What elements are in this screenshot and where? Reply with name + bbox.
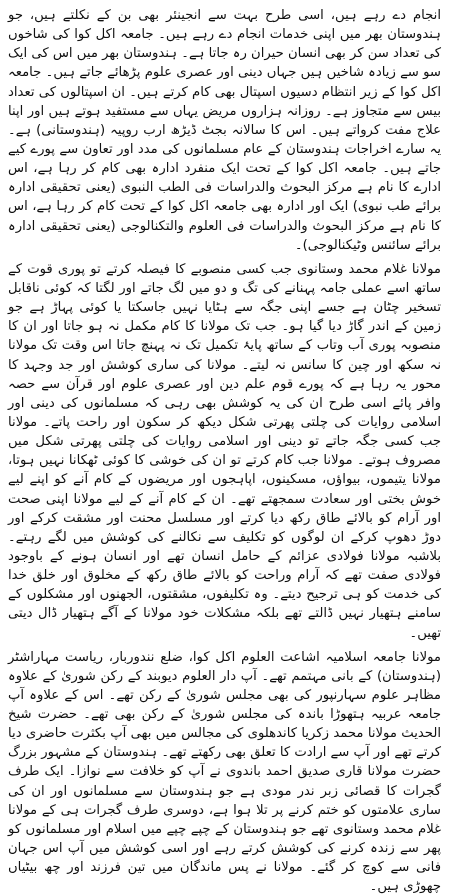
paragraph-maulana-character: مولانا غلام محمد وستانوی جب کسی منصوبے کا فیصلہ کرتے تو پوری قوت کے ساتھ اسے عملی جامہ پہنانے کی تگ و دو میں لگ جاتے اور لگتا کہ کوئی ناقابل تسخیر چٹان ہے جسے اپنی جگہ سے ہٹایا نہیں جاسکتا یا کوئی پہاڑ ہے جو زمین کے اندر گاڑ دیا گیا ہو۔ جب تک مولانا کا کام مکمل نہ ہو جاتا اور ان کا منصوبہ پوری آب وتاب کے ساتھ پایۂ تکمیل تک نہ پہنچ جاتا اس وقت تک مولانا نہ سکھ اور چین کا سانس نہ لیتے۔ مولانا کی ساری کوشش اور جد وجہد کا محور یہ رہا ہے کہ پورے قوم علم دین اور عصری علوم اور قرآن سے حصہ وافر پائے اسی طرح ان کی یہ کوشش بھی رہی کہ مسلمانوں کی دینی اور اسلامی روایات کی چلتی پھرتی شکل دیکھ کر سکون اور راحت پاتے۔ مولانا جب کسی جگہ جاتے تو دینی اور اسلامی روایات کی چلتی پھرتی شکل میں مصروف ہوتے۔ مولانا جب کام کرتے تو ان کی خوشی کا کوئی ٹھکانا نہیں ہوتا، مولانا یتیموں، بیواؤں، مسکینوں، اپاہجوں اور مریضوں کے کام آنے کو اپنے لیے خوش بختی اور سعادت سمجھتے تھے۔ ان کے کام آنے کے لیے مولانا اپنی صحت اور آرام کو بالائے طاق رکھ دیا کرتے اور مسلسل محنت اور مشقت کرکے اور دوڑ دھوپ کرکے ان لوگوں کو تکلیف سے نکالنے کی کوشش میں لگے رہتے۔ بلاشبہ مولانا فولادی عزائم کے حامل انسان تھے اور انسان ہونے کے باوجود فولادی صفت تھے کہ آرام وراحت کو بالائے طاق رکھ کے مخلوق اور خلق خدا کی خدمت کو ہی ترجیح دیتے۔ وہ تکلیفوں، مشقتوں، الجھنوں اور مشکلوں کے سامنے ہتھیار نہیں ڈالتے تھے بلکہ مشکلات خود مولانا کے آگے ہتھیار ڈال دیتی تھیں۔ bbox=[8, 261, 441, 641]
paragraph-maulana-biography: مولانا جامعہ اسلامیہ اشاعت العلوم اکل کوا، ضلع نندوربار، ریاست مہاراشٹر (ہندوستان) کے بانی مہتمم تھے۔ آپ دار العلوم دیوبند کے رکن شوریٰ کے علاوہ مظاہر علوم سہارنپور کی بھی مجلس شوریٰ کے رکن تھے۔ اس کے علاوہ آپ جامعہ عربیہ ہتھوڑا باندہ کی مجلس شوریٰ کے رکن بھی تھے۔ حضرت شیخ الحدیث مولانا محمد زکریا کاندھلوی کی مجالس میں بھی آپ بکثرت حاضری دیا کرتے تھے اور آپ سے ارادت کا تعلق بھی رکھتے تھے۔ ہندوستان کے مشہور بزرگ حضرت مولانا قاری صدیق احمد باندوی نے آپ کو خلافت سے نوازا۔ ایک طرف گجرات کا قصائی زبر ندر مودی ہے جو ہندوستان سے مسلمانوں اور ان کی ساری علامتوں کو ختم کرنے پر تلا ہوا ہے، دوسری طرف گجرات ہی کے مولانا غلام محمد وستانوی تھے جو ہندوستان کے چپے چپے میں اسلام اور مسلمانوں کو پھر سے زندہ کرنے کی کوشش کرتے رہے اور اسی کوشش میں آپ اس جہان فانی سے کوچ کر گئے۔ مولانا نے پس ماندگان میں تین فرزند اور چھ بیٹیاں چھوڑی ہیں۔ bbox=[7, 649, 441, 895]
paragraph-jamia-branches: انجام دے رہے ہیں، اسی طرح بہت سے انجینئر بھی بن کے نکلتے ہیں، جو ہندوستان بھر میں اپنی خدمات انجام دے رہے ہیں۔ جامعہ اکل کوا کی شاخوں کی تعداد سن کر بھی انسان حیران رہ جاتا ہے۔ ہندوستان بھر میں اس کی ایک سو سے زیادہ شاخیں ہیں جہاں دینی اور عصری علوم پڑھائے جاتے ہیں۔ جامعہ اکل کوا کے زیر انتظام دسیوں اسپتال بھی کام کرتے ہیں۔ ان اسپتالوں کی تعداد بیس سے متجاوز ہے۔ روزانہ ہزاروں مریض یہاں سے مستفید ہوتے ہیں اور اپنا علاج مفت کرواتے ہیں۔ اس کا سالانہ بجٹ ڈیڑھ ارب روپیہ (ہندوستانی) ہے۔ یہ سارے اخراجات ہندوستان کے عام مسلمانوں کی مدد اور تعاون سے پورے کیے جاتے ہیں۔ جامعہ اکل کوا کے تحت ایک منفرد ادارہ بھی کام کر رہا ہے، اس ادارے کا نام ہے مرکز البحوث والدراسات فی الطب النبوی (یعنی تحقیقی ادارہ برائے طب نبوی) ایک اور ادارہ بھی جامعہ اکل کوا کے تحت کام کر رہا ہے، اس کا نام ہے مرکز البحوث والدراسات فی العلوم والتکنالوجی (یعنی تحقیقی ادارہ برائے سائنس وٹیکنالوجی)۔ bbox=[8, 8, 441, 253]
